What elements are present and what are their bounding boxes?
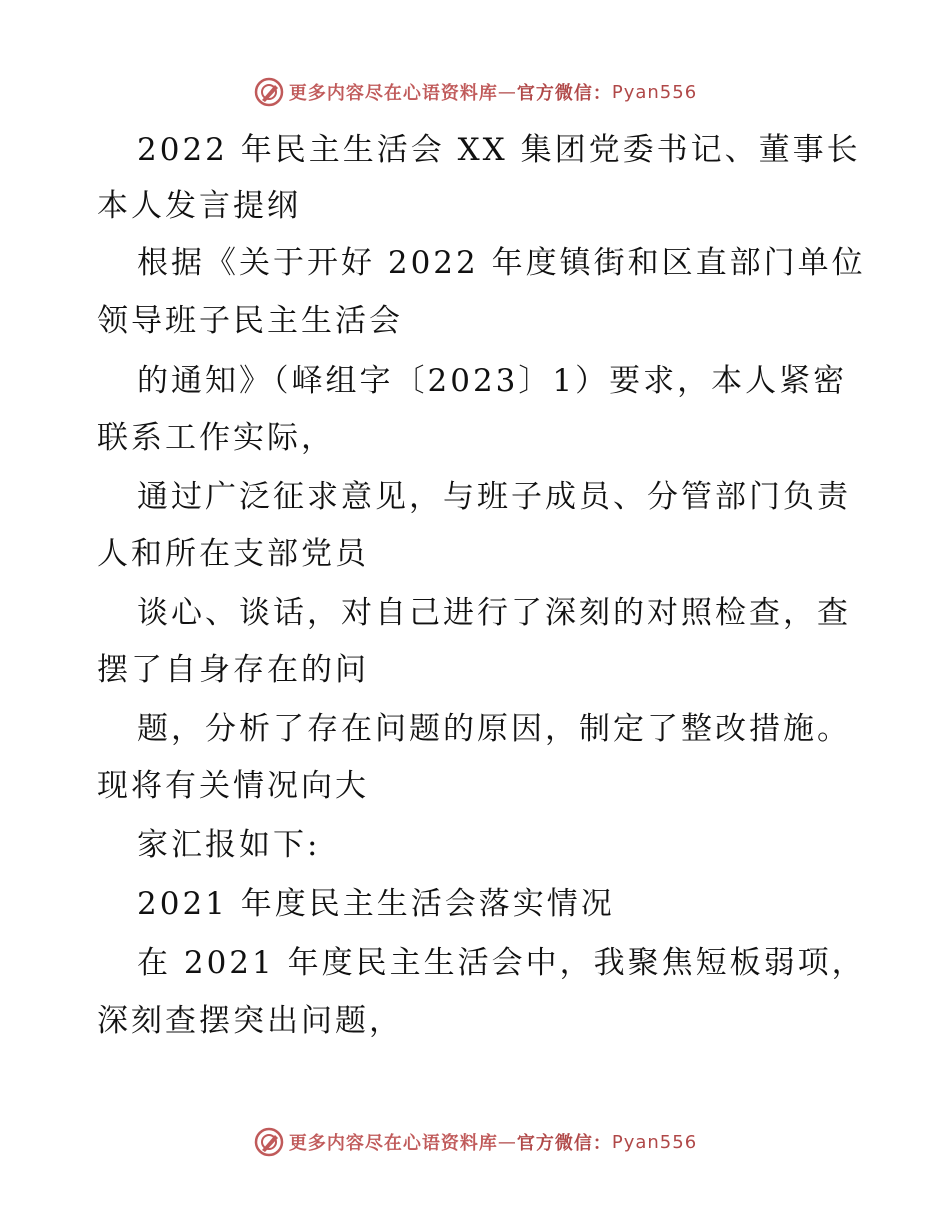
paragraph-line: 在 2021 年度民主生活会中，我聚焦短板弱项，	[137, 945, 866, 981]
paragraph-line: 联系工作实际，	[97, 420, 335, 456]
paragraph-line: 深刻查摆突出问题，	[97, 1003, 403, 1039]
watermark-text: 更多内容尽在心语资料库	[288, 1133, 498, 1154]
pen-circle-logo-icon	[253, 1126, 285, 1158]
watermark-text: 更多内容尽在心语资料库	[288, 83, 498, 104]
pen-circle-logo-icon	[253, 76, 285, 108]
paragraph-line: 通过广泛征求意见，与班子成员、分管部门负责	[137, 479, 851, 515]
paragraph-line: 的通知》（峄组字〔2023〕1）要求，本人紧密	[137, 363, 848, 399]
paragraph-line: 谈心、谈话，对自己进行了深刻的对照检查，查	[137, 595, 851, 631]
watermark-contact-label: 官方微信：	[516, 83, 612, 104]
title-line-2: 本人发言提纲	[97, 188, 301, 224]
paragraph-line: 现将有关情况向大	[97, 768, 369, 804]
paragraph-line: 人和所在支部党员	[97, 536, 369, 572]
watermark-dash: —	[497, 81, 517, 103]
section-heading: 2021 年度民主生活会落实情况	[137, 886, 615, 922]
header-watermark	[0, 72, 950, 112]
watermark-contact-label: 官方微信：	[516, 1133, 612, 1154]
paragraph-line: 家汇报如下:	[137, 827, 321, 863]
paragraph-line: 摆了自身存在的问	[97, 652, 369, 688]
footer-watermark	[0, 1122, 950, 1162]
paragraph-line: 题，分析了存在问题的原因，制定了整改措施。	[137, 711, 851, 747]
paragraph-line: 根据《关于开好 2022 年度镇街和区直部门单位	[137, 245, 866, 281]
paragraph-line: 领导班子民主生活会	[97, 303, 403, 339]
watermark-contact-id: Pyan556	[611, 81, 698, 103]
watermark-dash: —	[497, 1131, 517, 1153]
title-line-1: 2022 年民主生活会 XX 集团党委书记、董事长	[137, 132, 861, 168]
watermark-contact-id: Pyan556	[611, 1131, 698, 1153]
